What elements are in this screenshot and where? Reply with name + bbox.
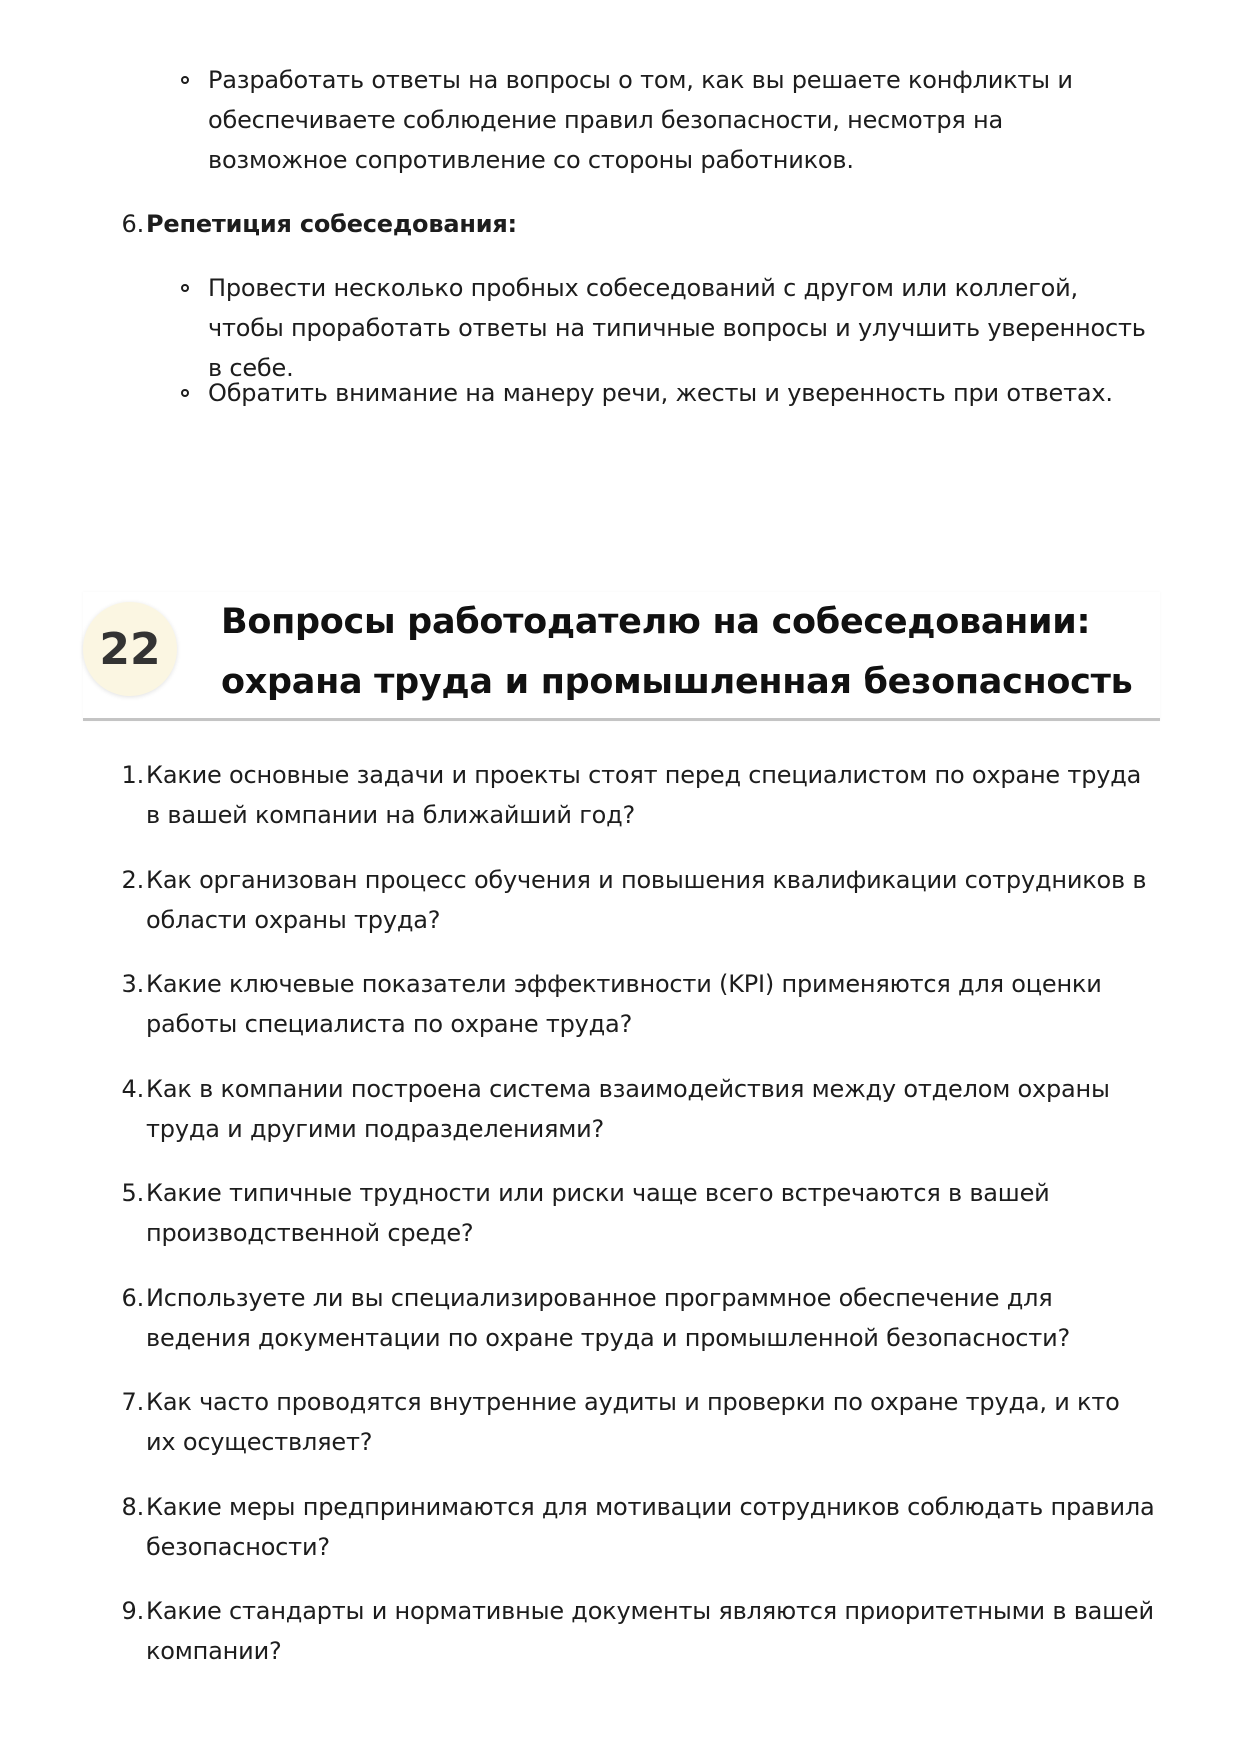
list-number: 8. bbox=[121, 1493, 144, 1521]
hollow-bullet-icon bbox=[181, 76, 189, 84]
list-number: 7. bbox=[121, 1388, 144, 1416]
hollow-bullet-icon bbox=[181, 389, 189, 397]
question-text: Как в компании построена система взаимодействия между отделом охраны труда и другими подразделениями? bbox=[146, 1075, 1110, 1143]
question-text: Как часто проводятся внутренние аудиты и проверки по охране труда, и кто их осуществляет? bbox=[146, 1388, 1120, 1456]
step-heading bbox=[121, 204, 1156, 244]
question-text: Какие ключевые показатели эффективности (KPI) применяются для оценки работы специалиста по охране труда? bbox=[146, 970, 1102, 1038]
list-number: 3. bbox=[121, 970, 144, 998]
question-text: Используете ли вы специализированное программное обеспечение для ведения документации по охране труда и промышленной безопасности? bbox=[146, 1284, 1071, 1352]
list-item-text: Провести несколько пробных собеседований с другом или коллегой, чтобы проработать ответы на типичные вопросы и улучшить уверенность в себе. bbox=[208, 274, 1146, 382]
section-header bbox=[83, 592, 1160, 721]
question-item bbox=[121, 860, 1156, 940]
question-text: Какие стандарты и нормативные документы являются приоритетными в вашей компании? bbox=[146, 1597, 1154, 1665]
list-number: 9. bbox=[121, 1597, 144, 1625]
list-number: 6. bbox=[121, 1284, 144, 1312]
question-item bbox=[121, 1173, 1156, 1253]
question-item bbox=[121, 755, 1156, 835]
question-item bbox=[121, 964, 1156, 1044]
list-number: 6. bbox=[121, 210, 144, 238]
list-item bbox=[208, 268, 1148, 388]
list-item bbox=[208, 60, 1148, 180]
step-title: Репетиция собеседования: bbox=[146, 210, 517, 238]
list-number: 5. bbox=[121, 1179, 144, 1207]
question-item bbox=[121, 1382, 1156, 1462]
section-title: Вопросы работодателю на собеседовании: охрана труда и промышленная безопасность bbox=[221, 602, 1133, 702]
question-text: Как организован процесс обучения и повышения квалификации сотрудников в области охраны труда? bbox=[146, 866, 1147, 934]
question-item bbox=[121, 1591, 1156, 1671]
list-item-text: Обратить внимание на манеру речи, жесты и уверенность при ответах. bbox=[208, 379, 1113, 407]
question-text: Какие меры предпринимаются для мотивации сотрудников соблюдать правила безопасности? bbox=[146, 1493, 1155, 1561]
list-number: 2. bbox=[121, 866, 144, 894]
question-text: Какие типичные трудности или риски чаще всего встречаются в вашей производственной среде? bbox=[146, 1179, 1050, 1247]
question-item bbox=[121, 1069, 1156, 1149]
question-item bbox=[121, 1278, 1156, 1358]
list-number: 4. bbox=[121, 1075, 144, 1103]
list-item-text: Разработать ответы на вопросы о том, как вы решаете конфликты и обеспечиваете соблюдение правил безопасности, несмотря на возможное сопротивление со стороны работников. bbox=[208, 66, 1073, 174]
question-text: Какие основные задачи и проекты стоят перед специалистом по охране труда в вашей компании на ближайший год? bbox=[146, 761, 1142, 829]
section-number-badge: 22 bbox=[83, 602, 177, 696]
question-item bbox=[121, 1487, 1156, 1567]
list-item bbox=[208, 373, 1148, 413]
hollow-bullet-icon bbox=[181, 284, 189, 292]
list-number: 1. bbox=[121, 761, 144, 789]
